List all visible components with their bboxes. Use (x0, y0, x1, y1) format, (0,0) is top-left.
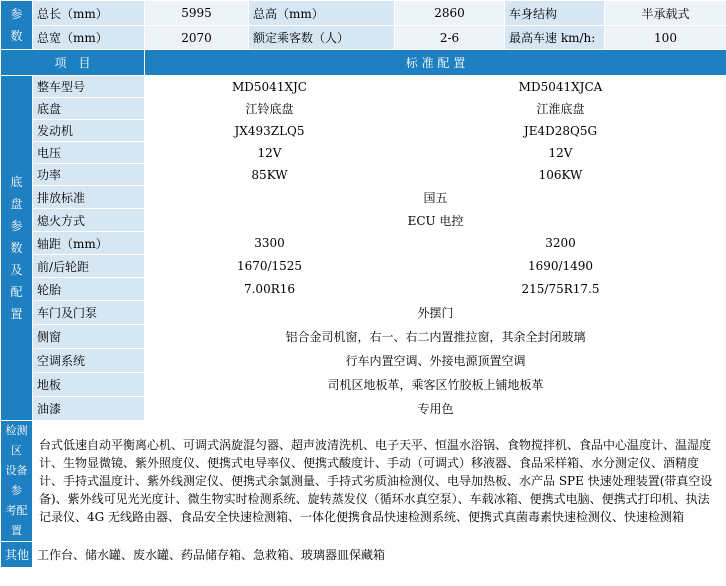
merged-value: 行车内置空调、外接电源顶置空调 (145, 349, 726, 373)
chassis-row-label: 熄火方式 (33, 209, 145, 232)
chassis-row (1, 278, 726, 301)
chassis-row (1, 232, 726, 255)
max-speed-label: 最高车速 km/h: (505, 26, 605, 50)
equipment-row (1, 421, 726, 542)
chassis-row (1, 255, 726, 278)
total-length-value: 5995 (145, 1, 249, 26)
model-a-value: 12V (145, 142, 395, 164)
chassis-row-label: 车门及门泵 (33, 301, 145, 325)
merged-value: 司机区地板革，乘客区竹胶板上铺地板革 (145, 373, 726, 397)
model-a-value: MD5041XJC (145, 76, 395, 98)
body-structure-value: 半承载式 (605, 1, 726, 26)
chassis-row (1, 325, 726, 349)
total-height-label: 总高（mm） (249, 1, 395, 26)
model-b-value: JE4D28Q5G (395, 120, 726, 142)
total-length-label: 总长（mm） (33, 1, 145, 26)
chassis-row (1, 142, 726, 164)
chassis-row (1, 164, 726, 186)
chassis-row-label: 功率 (33, 164, 145, 186)
other-row (1, 542, 726, 568)
model-a-value: 江铃底盘 (145, 98, 395, 120)
header-row (1, 26, 726, 50)
chassis-row-label: 排放标准 (33, 186, 145, 209)
chassis-row (1, 209, 726, 232)
header-row (1, 1, 726, 26)
other-list: 工作台、储水罐、废水罐、药品储存箱、急救箱、玻璃器皿保藏箱 (33, 542, 726, 568)
merged-value: 外摆门 (145, 301, 726, 325)
model-b-value: 江淮底盘 (395, 98, 726, 120)
model-b-value: 3200 (395, 232, 726, 255)
equipment-side-label: 检测区 设备参 考配置 (1, 421, 33, 542)
chassis-row (1, 120, 726, 142)
chassis-row (1, 349, 726, 373)
chassis-row-label: 发动机 (33, 120, 145, 142)
title-row (1, 50, 726, 76)
model-b-value: 12V (395, 142, 726, 164)
chassis-row-label: 油漆 (33, 397, 145, 421)
model-a-value: 1670/1525 (145, 255, 395, 278)
chassis-row (1, 301, 726, 325)
chassis-row-label: 空调系统 (33, 349, 145, 373)
chassis-row-label: 底盘 (33, 98, 145, 120)
chassis-row (1, 373, 726, 397)
rated-passengers-label: 额定乘客数（人） (249, 26, 395, 50)
total-width-label: 总宽（mm） (33, 26, 145, 50)
model-a-value: 7.00R16 (145, 278, 395, 301)
merged-value: 专用色 (145, 397, 726, 421)
chassis-row (1, 76, 726, 98)
chassis-row (1, 98, 726, 120)
model-b-value: 106KW (395, 164, 726, 186)
total-height-value: 2860 (395, 1, 505, 26)
chassis-row-label: 电压 (33, 142, 145, 164)
item-header: 项 目 (1, 50, 145, 76)
params-side-label: 参 数 (1, 1, 33, 50)
chassis-side-label: 底 盘 参 数 及 配 置 (1, 76, 33, 421)
merged-value: ECU 电控 (145, 209, 726, 232)
model-a-value: 3300 (145, 232, 395, 255)
merged-value: 铝合金司机窗，右一、右二内置推拉窗，其余全封闭玻璃 (145, 325, 726, 349)
chassis-row-label: 前/后轮距 (33, 255, 145, 278)
rated-passengers-value: 2-6 (395, 26, 505, 50)
chassis-row-label: 轴距（mm） (33, 232, 145, 255)
model-b-value: 1690/1490 (395, 255, 726, 278)
model-a-value: JX493ZLQ5 (145, 120, 395, 142)
body-structure-label: 车身结构 (505, 1, 605, 26)
chassis-row-label: 轮胎 (33, 278, 145, 301)
chassis-row (1, 397, 726, 421)
model-b-value: 215/75R17.5 (395, 278, 726, 301)
chassis-row (1, 186, 726, 209)
chassis-row-label: 地板 (33, 373, 145, 397)
model-a-value: 85KW (145, 164, 395, 186)
other-label: 其他 (1, 542, 33, 568)
model-b-value: MD5041XJCA (395, 76, 726, 98)
max-speed-value: 100 (605, 26, 726, 50)
chassis-row-label: 侧窗 (33, 325, 145, 349)
standard-config-header: 标 准 配 置 (145, 50, 726, 76)
chassis-row-label: 整车型号 (33, 76, 145, 98)
merged-value: 国五 (145, 186, 726, 209)
total-width-value: 2070 (145, 26, 249, 50)
equipment-list: 台式低速自动平衡离心机、可调式涡旋混匀器、超声波清洗机、电子天平、恒温水浴锅、食物搅拌机、食品中心温度计、温湿度计、生物显微镜、紫外照度仪、便携式电导率仪、便携式酸度计、手动（可调式）移液器、食品采样箱、水分测定仪、酒精度计、手持式温度计、紫外线测定仪、便携式余氯测量、手持式劣质油检测仪、电导加热板、水产品 SPE 快速处理装置(带真空设备)、紫外线可见光光度计、微生物实时检测系统、旋转蒸发仪（循环水真空泵）、车载冰箱、便携式电脑、便携式打印机、执法记录仪、4G 无线路由器、食品安全快速检测箱、一体化便携食品快速检测系统、便携式真菌毒素快速检测仪、快速检测箱 (33, 421, 726, 542)
